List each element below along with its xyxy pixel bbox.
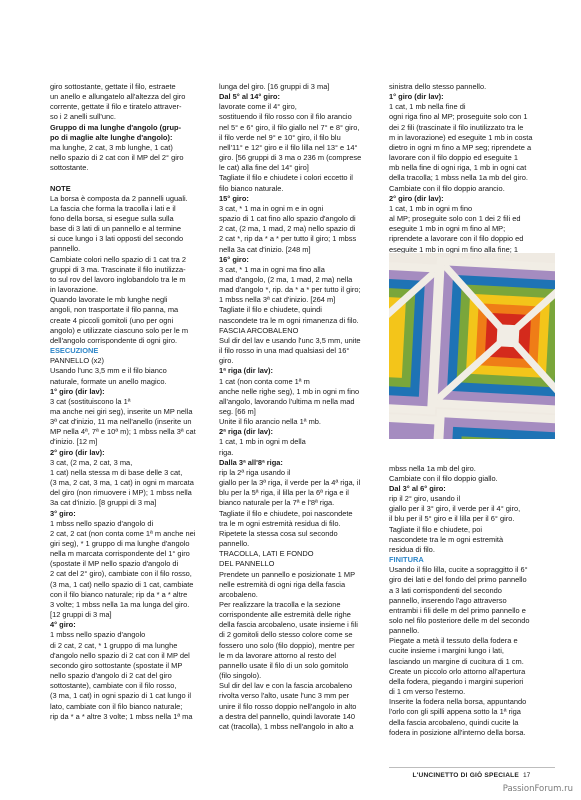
- paragraph: 3° giro:: [50, 508, 76, 518]
- paragraph: Usando il filo lilla, cucite a sopraggitto il 6° giro dei lati e del fondo del primo pannello a 3 lati corrispondenti del secondo pannello, inserendo l'ago attraverso entrambi i fili delle m del primo pannello e solo nel filo posteriore delle m del secondo pannello. Piegate a metà il tessuto della fodera e cucite insieme i margini lungo i lati, lasciando un margine di cucitura di 1 cm. Create un piccolo orlo attorno all'apertura della fodera, piegando i margini superiori di 1 cm verso l'esterno. Inserite la fodera nella borsa, appuntando l'orlo con gli spilli appena sotto la 1ª riga della fascia arcobaleno, quindi cucite la fodera in posizione all'interno della borsa.: [389, 565, 530, 737]
- paragraph: giro sottostante, gettate il filo, estraete un anello e allungatelo all'altezza del giro corrente, gettate il filo e tiratelo attraver- so i 2 anelli sull'unc.: [50, 82, 186, 122]
- paragraph: PANNELLO (x2) Usando l'unc 3,5 mm e il filo bianco naturale, formate un anello magico.: [50, 356, 167, 386]
- paragraph: lavorate come il 4° giro, sostituendo il filo rosso con il filo arancio nel 5° e 6° giro, il filo giallo nel 7° e 8° giro, il filo verde nel 9° e 10° giro, il filo blu nell'11° e 12° giro e il filo lilla nel 13° e 14° giro. [56 gruppi di 3 ma o 236 m (comprese le cat) alla fine del 14° giro] Tagliate il filo e chiudete i colori eccetto il filo bianco naturale.: [219, 102, 362, 193]
- paragraph: NOTE: [50, 183, 71, 193]
- paragraph: 1 cat, 1 mb in ogni m della riga.: [219, 437, 306, 457]
- page-number: 17: [523, 772, 531, 779]
- paragraph: TRACOLLA, LATI E FONDO DEL PANNELLO: [219, 549, 314, 569]
- paragraph: 1 cat, 1 mb nella fine di ogni riga fino al MP; proseguite solo con 1 dei 2 fili (trascinate il filo inutilizzato tra le m in lavorazione) ed eseguite 1 mb in costa dietro in ogni m fino a MP seg; riprendete a lavorare con il filo doppio ed eseguite 1 mb nella fine di ogni riga, 1 mb in ogni cat della tracolla; 1 mbss nella 1a mb del giro. Cambiate con il filo doppio arancio.: [389, 102, 533, 193]
- paragraph: 1 cat, 1 mb in ogni m fino al MP; proseguite solo con 1 dei 2 fili ed eseguite 1 mb in ogni m fino al MP; riprendete a lavorare con il filo doppio ed eseguite 1 mb in ogni m fino alla fine; 1: [389, 203, 524, 254]
- paragraph: 3 cat, (2 ma, 2 cat, 3 ma, 1 cat) nella stessa m di base delle 3 cat, (3 ma, 2 cat, 3 ma, 1 cat) in ogni m marcata del giro (non rimuovere i MP); 1 mbss nella 3a cat d'inizio. [8 gruppi di 3 ma]: [50, 457, 194, 508]
- paragraph: sinistra dello stesso pannello.: [389, 82, 487, 91]
- paragraph: 1ª riga (dir lav):: [219, 366, 274, 376]
- paragraph: Dal 5° al 14° giro:: [219, 92, 280, 102]
- paragraph: FASCIA ARCOBALENO: [219, 325, 299, 335]
- footer-rule: [389, 767, 555, 768]
- paragraph: 1 mbss nello spazio d'angolo di 2 cat, 2 cat, * 1 gruppo di ma lunghe d'angolo nello spazio di 2 cat con il MP del secondo giro sottostante (spostate il MP nello spazio d'angolo di 2 cat del giro sottostante), cambiate con il filo rosso, (3 ma, 1 cat) in ogni spazio di 1 cat lungo il lato, cambiate con il filo bianco naturale; rip da * a * altre 3 volte; 1 mbss nella 1ª ma: [50, 630, 193, 721]
- paragraph: FINITURA: [389, 555, 424, 565]
- paragraph: 16° giro:: [219, 254, 249, 264]
- paragraph: 1° giro (dir lav):: [50, 386, 105, 396]
- paragraph: mbss nella 1a mb del giro. Cambiate con il filo doppio giallo.: [389, 463, 498, 483]
- paragraph: 1 mbss nello spazio d'angolo di 2 cat, 2 cat (non conta come 1ª m anche nei giri seg), * 1 gruppo di ma lunghe d'angolo nella m marcata corrispondente del 1° giro (spostate il MP nello spazio d'angolo di 2 cat del 2° giro), cambiate con il filo rosso, (3 ma, 1 cat) nello spazio di 1 cat, cambiate con il filo bianco naturale; rip da * a * altre 3 volte; 1 mbss nella 1a ma lunga del giro. [12 gruppi di 3 ma]: [50, 518, 196, 620]
- paragraph: 2° giro (dir lav):: [50, 447, 105, 457]
- text-column-2: [219, 82, 371, 732]
- paragraph: Dalla 3ª all'8ª riga:: [219, 457, 283, 467]
- paragraph: 3 cat, * 1 ma in ogni ma fino alla mad d'angolo, (2 ma, 1 mad, 2 ma) nella mad d'angolo *, rip. da * a * per tutto il giro; 1 mbss nella 3ª cat d'inizio. [264 m] Tagliate il filo e chiudete, quindi nascondete tra le m ogni rimanenza di filo.: [219, 264, 361, 325]
- paragraph: 3 cat, * 1 ma in ogni m e in ogni spazio di 1 cat fino allo spazio d'angolo di 2 cat, (2 ma, 1 mad, 2 ma) nello spazio di 2 cat *, rip da * a * per tutto il giro; 1 mbss nella 3a cat d'inizio. [248 m]: [219, 203, 357, 254]
- text-column-3-bottom: [389, 464, 541, 738]
- paragraph: rip il 2° giro, usando il giallo per il 3° giro, il verde per il 4° giro, il blu per il 5° giro e il lilla per il 6° giro. Tagliate il filo e chiudete, poi nascondete tra le m ogni estremità residua di filo.: [389, 494, 521, 554]
- paragraph: 1 cat (non conta come 1ª m anche nelle righe seg), 1 mb in ogni m fino all'angolo, lavorando l'ultima m nella mad seg. [66 m] Unite il filo arancio nella 1ª mb.: [219, 376, 360, 427]
- paragraph: Prendete un pannello e posizionate 1 MP nelle estremità di ogni riga della fascia arcobaleno. Per realizzare la tracolla e la sezione corrispondente alle estremità delle righe della fascia arcobaleno, usate insieme i fili di 2 gomitoli dello stesso colore come se fossero uno solo (filo doppio), mentre per le m da lavorare attorno al resto del pannello usate il filo di un solo gomitolo (filo singolo). Sul dir del lav e con la fascia arcobaleno rivolta verso l'alto, usate l'unc 3 mm per unire il filo rosso doppio nell'angolo in alto a destra del pannello, quindi lavorate 140 cat (tracolla), 1 mbss nell'angolo in alto a: [219, 569, 358, 731]
- paragraph: Dal 3° al 6° giro:: [389, 483, 446, 493]
- footer-magazine-title: L'UNCINETTO DI GIÒ SPECIALE: [412, 772, 519, 779]
- paragraph: 2° giro (dir lav):: [389, 193, 444, 203]
- paragraph: ma lunghe, 2 cat, 3 mb lunghe, 1 cat) nello spazio di 2 cat con il MP del 2° giro sottostante.: [50, 142, 184, 173]
- paragraph: 4° giro:: [50, 620, 76, 630]
- paragraph: 15° giro:: [219, 193, 249, 203]
- paragraph: ESECUZIONE: [50, 346, 99, 356]
- paragraph: 2ª riga (dir lav):: [219, 427, 274, 437]
- paragraph: Sul dir del lav e usando l'unc 3,5 mm, unite il filo rosso in una mad qualsiasi del 16° giro.: [219, 335, 361, 366]
- watermark: PassionForum.ru: [502, 784, 573, 794]
- granny-square-photo: [389, 253, 555, 439]
- text-column-3-top: [389, 82, 541, 255]
- text-column-1: [50, 82, 202, 722]
- paragraph: lunga del giro. [16 gruppi di 3 ma]: [219, 82, 330, 91]
- paragraph: Gruppo di ma lunghe d'angolo (grup- po di maglie alte lunghe d'angolo):: [50, 122, 182, 142]
- paragraph: rip la 2ª riga usando il giallo per la 3ª riga, il verde per la 4ª riga, il blu per la 5ª riga, il lilla per la 6ª riga e il bianco naturale per la 7ª e l'8ª riga. Tagliate il filo e chiudete, poi nascondete tra le m ogni estremità residua di filo. Ripetete la stessa cosa sul secondo pannello.: [219, 467, 361, 549]
- paragraph: 1° giro (dir lav):: [389, 92, 444, 102]
- granny-square-illustration: [389, 253, 555, 439]
- paragraph: 3 cat (sostituiscono la 1ª ma anche nei giri seg), inserite un MP nella 3ª cat d'inizio, 11 ma nell'anello (inserite un MP nella 4ª, 7ª e 10ª m); 1 mbss nella 3ª cat d'inizio. [12 m]: [50, 396, 196, 447]
- paragraph: La borsa è composta da 2 pannelli uguali. La fascia che forma la tracolla i lati e il fono della borsa, si esegue sulla sulla base di 3 lati di un pannello e al termine si cuce lungo i 3 lati opposti del secondo pannello. Cambiate colori nello spazio di 1 cat tra 2 gruppi di 3 ma. Trascinate il filo inutilizza- to sul rov del lavoro inglobandolo tra le m in lavorazione. Quando lavorate le mb lunghe negli angoli, non trasportate il filo panna, ma create 4 piccoli gomitoli (uno per ogni angolo) e utilizzate ciascuno solo per le m dell'angolo corrispondente di ogni giro.: [50, 193, 189, 345]
